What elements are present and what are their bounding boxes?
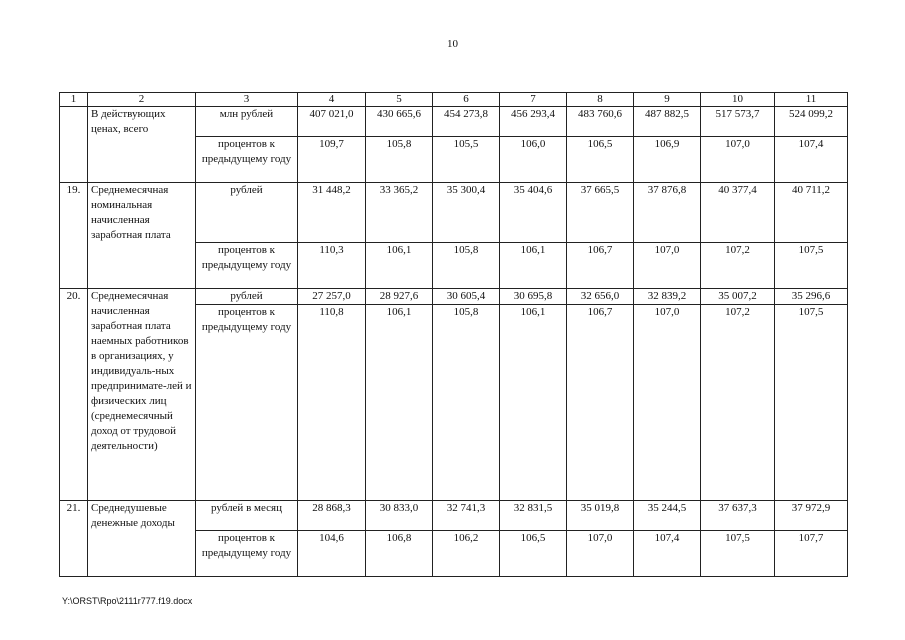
value-cell: 35 244,5 [634,501,701,531]
unit-cell: рублей в месяц [196,501,298,531]
value-cell: 106,5 [567,137,634,183]
value-cell: 35 296,6 [775,289,848,305]
value-cell: 107,4 [634,531,701,577]
value-cell: 106,1 [500,243,567,289]
value-cell: 35 404,6 [500,183,567,243]
unit-cell: рублей [196,183,298,243]
indicator-name: Среднедушевые денежные доходы [88,501,196,577]
table-row [60,289,848,305]
page-number: 10 [447,38,458,50]
value-cell: 456 293,4 [500,107,567,137]
value-cell: 28 927,6 [366,289,433,305]
value-cell: 107,0 [567,531,634,577]
header-cell: 9 [634,93,701,107]
table-row [60,183,848,243]
value-cell: 483 760,6 [567,107,634,137]
value-cell: 107,2 [701,243,775,289]
unit-cell: процентов к предыдущему году [196,243,298,289]
value-cell: 106,8 [366,531,433,577]
value-cell: 32 831,5 [500,501,567,531]
unit-cell: процентов к предыдущему году [196,305,298,501]
value-cell: 106,5 [500,531,567,577]
row-number [60,107,88,183]
header-cell: 4 [298,93,366,107]
value-cell: 30 605,4 [433,289,500,305]
value-cell: 35 300,4 [433,183,500,243]
value-cell: 31 448,2 [298,183,366,243]
value-cell: 32 839,2 [634,289,701,305]
row-number: 20. [60,289,88,501]
value-cell: 107,5 [775,305,848,501]
value-cell: 37 876,8 [634,183,701,243]
value-cell: 109,7 [298,137,366,183]
value-cell: 407 021,0 [298,107,366,137]
value-cell: 40 377,4 [701,183,775,243]
value-cell: 107,0 [634,243,701,289]
row-number: 21. [60,501,88,577]
header-cell: 8 [567,93,634,107]
value-cell: 30 695,8 [500,289,567,305]
value-cell: 104,6 [298,531,366,577]
value-cell: 40 711,2 [775,183,848,243]
header-cell: 10 [701,93,775,107]
statistics-table [59,92,848,577]
unit-cell: рублей [196,289,298,305]
header-cell: 6 [433,93,500,107]
value-cell: 107,2 [701,305,775,501]
unit-cell: млн рублей [196,107,298,137]
value-cell: 487 882,5 [634,107,701,137]
header-cell: 2 [88,93,196,107]
value-cell: 105,8 [433,243,500,289]
value-cell: 107,4 [775,137,848,183]
value-cell: 37 637,3 [701,501,775,531]
unit-cell: процентов к предыдущему году [196,531,298,577]
value-cell: 35 007,2 [701,289,775,305]
value-cell: 107,5 [701,531,775,577]
header-cell: 11 [775,93,848,107]
value-cell: 524 099,2 [775,107,848,137]
value-cell: 106,1 [366,243,433,289]
value-cell: 32 656,0 [567,289,634,305]
value-cell: 106,9 [634,137,701,183]
value-cell: 105,5 [433,137,500,183]
header-cell: 1 [60,93,88,107]
value-cell: 106,7 [567,243,634,289]
value-cell: 106,1 [500,305,567,501]
header-cell: 7 [500,93,567,107]
value-cell: 27 257,0 [298,289,366,305]
value-cell: 106,2 [433,531,500,577]
value-cell: 107,0 [701,137,775,183]
row-number: 19. [60,183,88,289]
value-cell: 430 665,6 [366,107,433,137]
value-cell: 28 868,3 [298,501,366,531]
unit-cell: процентов к предыдущему году [196,137,298,183]
indicator-name: В действующих ценах, всего [88,107,196,183]
value-cell: 37 972,9 [775,501,848,531]
value-cell: 32 741,3 [433,501,500,531]
value-cell: 106,1 [366,305,433,501]
indicator-name: Среднемесячная начисленная заработная плата наемных работников в организациях, у индивидуаль-ных предпринимате-лей и физических лиц (среднемесячный доход от трудовой деятельности) [88,289,196,501]
value-cell: 110,8 [298,305,366,501]
value-cell: 37 665,5 [567,183,634,243]
value-cell: 107,7 [775,531,848,577]
table-row [60,107,848,137]
value-cell: 107,5 [775,243,848,289]
header-cell: 5 [366,93,433,107]
header-row [60,93,848,107]
value-cell: 454 273,8 [433,107,500,137]
value-cell: 110,3 [298,243,366,289]
value-cell: 30 833,0 [366,501,433,531]
value-cell: 106,7 [567,305,634,501]
value-cell: 106,0 [500,137,567,183]
value-cell: 105,8 [366,137,433,183]
value-cell: 517 573,7 [701,107,775,137]
value-cell: 33 365,2 [366,183,433,243]
value-cell: 107,0 [634,305,701,501]
table-row [60,501,848,531]
value-cell: 35 019,8 [567,501,634,531]
header-cell: 3 [196,93,298,107]
footer-file-path: Y:\ORST\Rpo\2111r777.f19.docx [62,596,193,606]
indicator-name: Среднемесячная номинальная начисленная заработная плата [88,183,196,289]
value-cell: 105,8 [433,305,500,501]
